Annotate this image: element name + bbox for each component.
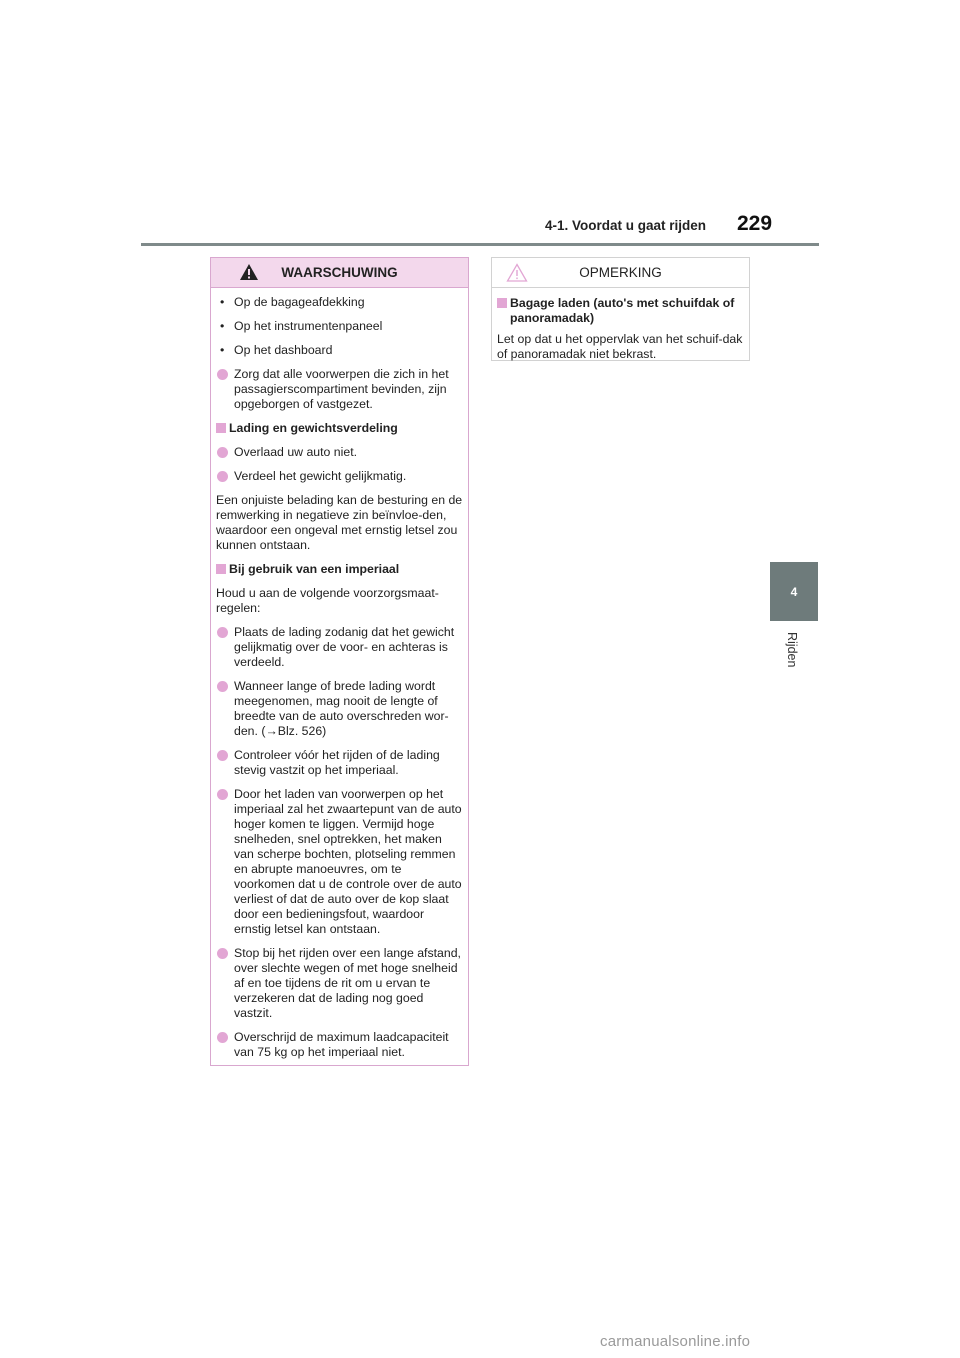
warning-item [216,421,463,436]
note-heading: Bagage laden (auto's met schuifdak of panoramadak) [497,296,744,326]
warning-item-text: Verdeel het gewicht gelijkmatig. [234,469,407,483]
warning-box-body [211,288,468,1060]
note-text: Let op dat u het oppervlak van het schuif-dak of panoramadak niet bekrast. [497,332,743,361]
chapter-number: 4 [790,584,798,599]
warning-item-text: Door het laden van voorwerpen op het imperiaal zal het zwaartepunt van de auto hoger komen te liggen. Vermijd hoge snelheden, snel optrekken, het maken van scherpe bochten, plotseling remmen en abrupte manoeuvres, om te voorkomen dat u de controle over de auto verliest of dat de auto over de kop slaat door een bedieningsfout, waardoor ernstig letsel kan ontstaan. [234,787,462,936]
warning-item-text: Op de bagageafdekking [234,295,365,309]
warning-item-text: Lading en gewichtsverdeling [229,421,398,435]
warning-item [216,562,463,577]
warning-item-text: Wanneer lange of brede lading wordt meegenomen, mag nooit de lengte of breedte van de auto overschreden wor-den. (→Blz. 526) [234,679,449,738]
warning-item-text: Bij gebruik van een imperiaal [229,562,400,576]
circle-bullet-icon [217,471,228,482]
warning-item [216,748,463,778]
warning-item-text: Zorg dat alle voorwerpen die zich in het passagierscompartiment bevinden, zijn opgeborgen of vastgezet. [234,367,449,411]
warning-item-text: Controleer vóór het rijden of de lading stevig vastzit op het imperiaal. [234,748,440,777]
circle-bullet-icon [217,948,228,959]
warning-item [216,946,463,1021]
section-title: 4-1. Voordat u gaat rijden [545,218,707,233]
note-box [491,257,750,361]
dot-bullet-icon: • [220,343,225,357]
warning-box-title: WAARSCHUWING [281,265,398,280]
circle-bullet-icon [217,447,228,458]
square-bullet-icon [216,423,226,433]
warning-item [216,679,463,739]
circle-bullet-icon [217,750,228,761]
circle-bullet-icon [217,627,228,638]
warning-item [216,367,463,412]
warning-box [210,257,469,1066]
chapter-label: Rijden [785,632,799,668]
chapter-tab[interactable] [770,562,818,621]
warning-item [216,319,463,334]
warning-item [216,469,463,484]
warning-item [216,343,463,358]
circle-bullet-icon [217,681,228,692]
warning-item-text: Overschrijd de maximum laadcapaciteit van 75 kg op het imperiaal niet. [234,1030,449,1059]
square-bullet-icon [497,298,507,308]
warning-item [216,1030,463,1060]
dot-bullet-icon: • [220,319,225,333]
warning-box-header [211,258,468,288]
page-number: 229 [737,212,773,235]
warning-item-text: Op het instrumentenpaneel [234,319,383,333]
note-box-body [492,288,749,362]
warning-item-text: Op het dashboard [234,343,333,357]
note-box-header [492,258,749,288]
warning-item [216,445,463,460]
header-divider [141,243,819,246]
circle-bullet-icon [217,369,228,380]
square-bullet-icon [216,564,226,574]
warning-item [216,586,463,616]
circle-bullet-icon [217,789,228,800]
warning-item [216,625,463,670]
note-box-title: OPMERKING [579,265,662,280]
warning-item-text: Houd u aan de volgende voorzorgsmaat-regelen: [216,586,439,615]
watermark: carmanualsonline.info [600,1333,751,1350]
warning-item [216,295,463,310]
dot-bullet-icon: • [220,295,225,309]
caution-triangle-icon [506,263,528,282]
warning-item-text: Overlaad uw auto niet. [234,445,358,459]
warning-item-text: Stop bij het rijden over een lange afstand, over slechte wegen of met hoge snelheid af en toe tijdens de rit om u ervan te verzekeren dat de lading nog goed vastzit. [234,946,461,1020]
warning-triangle-icon [239,263,259,281]
warning-item-text: Plaats de lading zodanig dat het gewicht gelijkmatig over de voor- en achteras is verdeeld. [234,625,455,669]
warning-item [216,493,463,553]
warning-item [216,787,463,937]
warning-item-text: Een onjuiste belading kan de besturing en de remwerking in negatieve zin beïnvloe-den, waardoor een ongeval met ernstig letsel zou kunnen ontstaan. [216,493,463,552]
circle-bullet-icon [217,1032,228,1043]
